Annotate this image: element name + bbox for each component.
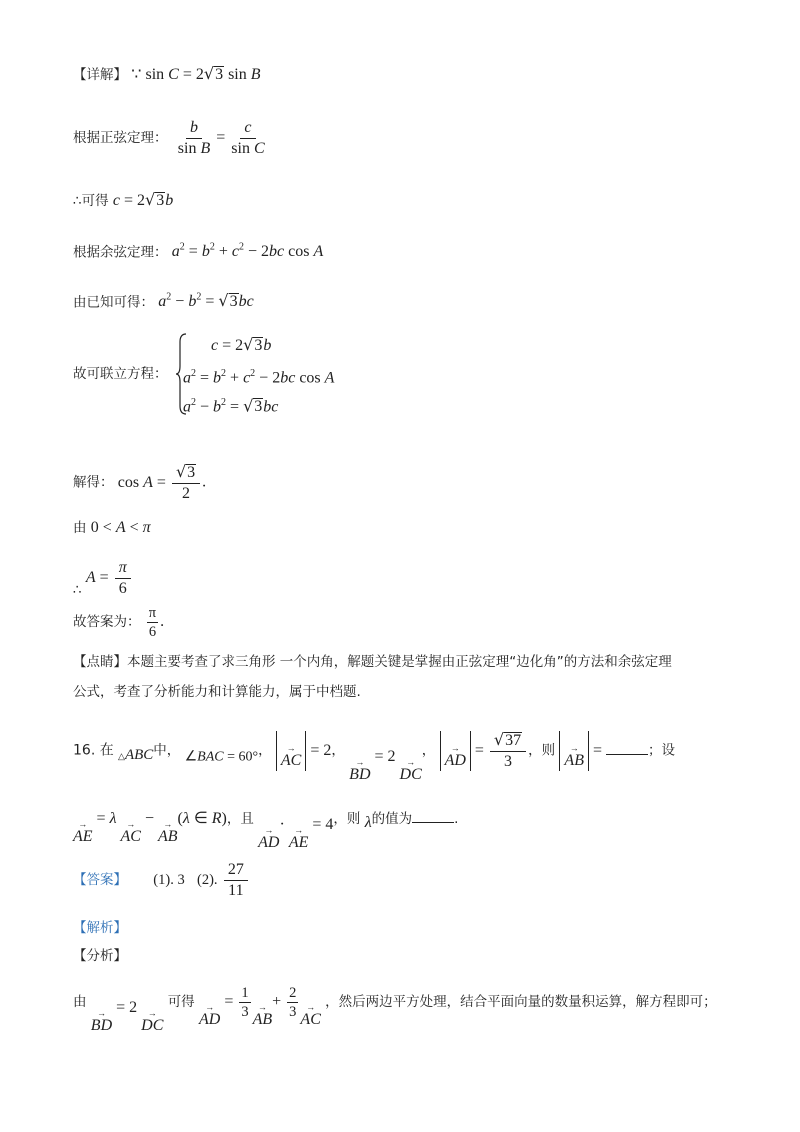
ab-magnitude: → AB = <box>559 742 606 759</box>
lambda-symbol: λ <box>364 814 372 831</box>
question-number: 16. 在 <box>73 742 114 759</box>
detail-tag: 【详解】 <box>73 67 127 83</box>
solve-label: 解得： <box>73 474 114 491</box>
formula-law-cosines: $a^2 = b^2 + c^2 - 2bc$ cos A <box>171 242 324 261</box>
answer-prefix: 故答案为： <box>73 614 141 631</box>
answer-2-label: (2). <box>197 872 218 889</box>
analysis-tag: 【解析】 <box>73 920 127 936</box>
answer-blank-1[interactable] <box>606 740 648 755</box>
bd-equation: → BD = 2 → DC <box>349 747 422 783</box>
question-16-line-1: 16. 在 △ABC中， ∠BAC = 60°， → AC = 2， → BD = 2 → DC ， → AD = $\frac{√37}{3}$ ，则 → AB = ；设 <box>73 730 675 783</box>
triangle-abc: △ABC <box>118 746 154 763</box>
fenxi-tag-line <box>73 946 127 966</box>
system-line <box>73 364 168 384</box>
formula-c: c = 2√3b <box>112 190 174 209</box>
formula-A: A = $\frac{\pi}{6}$ <box>86 569 133 586</box>
solve-line: 解得： cos A = $\frac{√3}{2}$ . <box>73 462 207 502</box>
formula-sinC: ∵ sin C = 2√3 sin B <box>131 64 261 83</box>
comment-line-1: 【点睛】本题主要考查了求三角形 一个内角，解题关键是掌握由正弦定理“边化角”的方法和余弦定理 <box>73 654 672 670</box>
analysis-bd: → BD = 2 → DC <box>90 999 164 1035</box>
dot-product: → AD · → AE = 4 <box>258 816 334 851</box>
ad-magnitude: → AD = $\frac{√37}{3}$ <box>440 742 529 759</box>
formula-answer: $\frac{\pi}{6}$ <box>148 605 157 640</box>
analysis-line: 由 → BD = 2 → DC 可得 → AD = $\frac{1}{3}$ → AB + $\frac{2}{3}$ → AC ，然后两边平方处理，结合平面向量的数量积运算，解方程即可； <box>73 985 717 1035</box>
answer-tag: 【答案】 <box>73 872 127 889</box>
answer-2-fraction: $\frac{27}{11}$ <box>222 871 250 888</box>
therefore-line: ∴可得 c = 2√3b <box>73 190 174 209</box>
answer-tag-line <box>73 860 250 901</box>
formula-known: $a^2 - b^2 = √3bc$ <box>158 291 254 311</box>
formula-cosA: cos A = $\frac{√3}{2}$ <box>118 474 202 491</box>
analysis-tag-line <box>73 918 127 938</box>
system-eq-2: $a^2 = b^2 + c^2 - 2bc$ cos A <box>183 368 335 387</box>
law-cosines-label: 根据余弦定理： <box>73 244 168 261</box>
ac-magnitude: → AC = 2 <box>276 742 331 759</box>
equation-system <box>175 332 345 416</box>
answer-line: 故答案为： $\frac{\pi}{6}$ . <box>73 605 165 640</box>
range-line <box>73 518 151 538</box>
analysis-ad: → AD = $\frac{1}{3}$ → AB + $\frac{2}{3}$ → AC <box>198 985 321 1029</box>
system-eq-1: c = 2√3b <box>211 335 272 354</box>
detail-line <box>73 64 261 85</box>
answer-blank-2[interactable] <box>412 808 454 823</box>
question-16-line-2: → AE = λ → AC − → AB (λ ∈ R)，且 → AD · → AE = 4，则 λ的值为 . <box>73 810 459 851</box>
comment-tag: 【点睛】 <box>73 654 127 670</box>
law-sines-label: 根据正弦定理： <box>73 130 168 147</box>
formula-law-sines: $\frac{b}{\text{sin B}}$ = $\frac{c}{\text{sin C}}$ <box>177 119 265 157</box>
law-cosines-line <box>73 238 323 262</box>
known-line <box>73 288 254 312</box>
fenxi-tag: 【分析】 <box>73 948 127 964</box>
law-sines-line <box>73 118 271 159</box>
can-get-text: 可得 <box>81 193 109 209</box>
ae-equation: → AE = λ → AC − → AB (λ ∈ R) <box>73 810 227 845</box>
system-eq-3: $a^2 - b^2 = √3bc$ <box>183 396 279 416</box>
known-label: 由已知可得： <box>73 294 154 311</box>
system-label: 故可联立方程： <box>73 366 168 382</box>
formula-range: 0 < A < π <box>90 519 151 536</box>
comment-line-2: 公式，考查了分析能力和计算能力，属于中档题. <box>73 684 361 700</box>
answer-1: (1). 3 <box>153 872 185 889</box>
angle-bac: ∠BAC = 60° <box>184 749 259 765</box>
range-prefix: 由 <box>73 520 87 536</box>
result-line: ∴ A = $\frac{\pi}{6}$ <box>73 558 133 600</box>
